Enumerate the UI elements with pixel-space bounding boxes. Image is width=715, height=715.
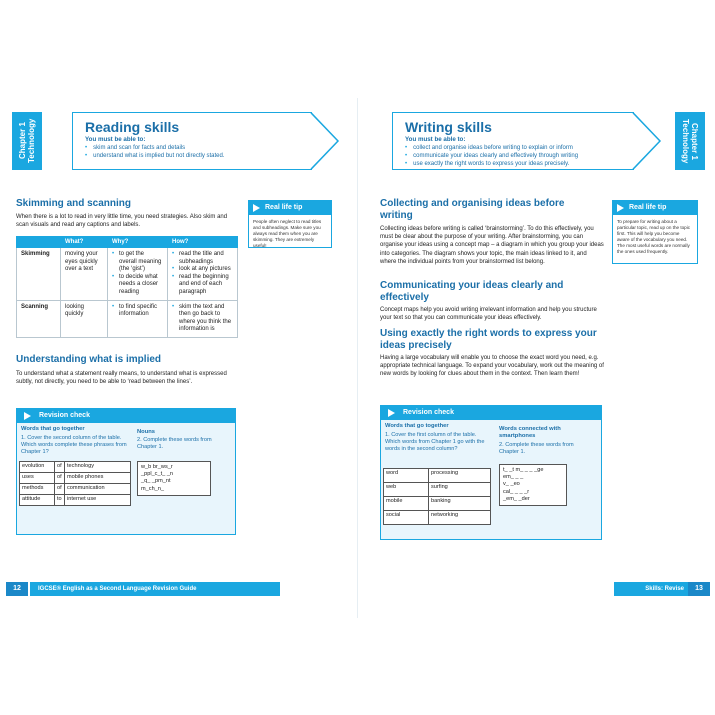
revision-col2-title: Nouns: [137, 429, 156, 435]
tip-text: People often neglect to read titles and subheadings. Make sure you always read them when you are skimming. They are extremely useful!: [253, 219, 322, 248]
table-row: [20, 495, 131, 506]
communicating-text: Concept maps help you avoid writing irrelevant information and help you structure your text so that you can communicate your ideas effectively.: [380, 307, 597, 322]
page-title: Writing skills: [405, 119, 492, 135]
real-life-tip: [612, 200, 698, 264]
table-cell: [108, 248, 168, 301]
real-life-tip: [248, 200, 332, 248]
table-header: Why?: [108, 237, 168, 248]
must-item: • use exactly the right words to express your ideas precisely.: [405, 160, 578, 168]
footer-title: IGCSE® English as a Second Language Revision Guide: [30, 582, 280, 596]
list-item: • read the beginning and end of each paragraph: [172, 274, 233, 297]
right-words-text: Having a large vocabulary will enable you to choose the exact word you need, e.g. appropriate technical language. To expand your vocabulary, work out the meaning of new words by looking for clues about them in the context. Then learn them!: [380, 355, 604, 378]
table-cell: [168, 248, 238, 301]
must-item: • communicate your ideas clearly and effectively through writing: [405, 152, 578, 160]
right-page: [358, 0, 715, 715]
table-row: [17, 248, 238, 301]
revision-heading: Revision check: [381, 406, 601, 420]
list-item: • skim the text and then go back to where you think the information is: [172, 304, 233, 334]
table-cell: networking: [429, 511, 491, 525]
revision-col2-title: Words connected with smartphones: [499, 426, 561, 439]
implied-heading: Understanding what is implied: [16, 354, 162, 365]
list-item: • read the title and subheadings: [172, 251, 233, 266]
revision-col1-title: Words that go together: [385, 423, 449, 429]
word-item: em_ _ _: [503, 474, 524, 481]
page-title: Reading skills: [85, 119, 180, 135]
revision-heading: Revision check: [17, 409, 235, 423]
must-list: [85, 144, 225, 160]
tip-heading: Real life tip: [249, 201, 331, 215]
header-arrow-icon: [310, 112, 340, 170]
table-cell: methods: [20, 484, 55, 495]
list-item: • look at any pictures: [172, 266, 233, 274]
word-pairs-table: [19, 461, 131, 506]
reading-skills-header: [72, 112, 312, 170]
table-header: How?: [168, 237, 238, 248]
word-item: cal_ _ _ _r: [503, 488, 530, 495]
nouns-box: [137, 461, 211, 496]
word-pairs-table: [383, 468, 491, 525]
chapter-tab: [675, 112, 705, 170]
noun-item: _q_ _pm_nt: [141, 478, 171, 485]
list-item: • to get the overall meaning (the ‘gist’): [112, 251, 163, 274]
table-cell: mobile phones: [65, 473, 131, 484]
must-list: [405, 144, 578, 168]
table-cell: processing: [429, 469, 491, 483]
table-cell: social: [384, 511, 429, 525]
table-row: [384, 511, 491, 525]
table-header: [17, 237, 61, 248]
table-header-row: [17, 237, 238, 248]
table-header: What?: [61, 237, 108, 248]
page-number: 13: [688, 582, 710, 596]
chapter-tab-label: Chapter 1 Technology: [18, 118, 36, 164]
word-item: t_ _t m_ _ _ _ge: [503, 467, 544, 473]
right-words-heading: Using exactly the right words to express your ideas precisely: [380, 328, 597, 351]
list-item: • to find specific information: [112, 304, 163, 319]
skimming-text: When there is a lot to read in very little time, you need strategies. Also skim and scan visuals and read any captions and labels.: [16, 214, 228, 229]
table-cell: looking quickly: [61, 300, 108, 337]
skimming-heading: Skimming and scanning: [16, 198, 132, 209]
table-cell: of: [55, 462, 65, 473]
word-item: _em_ _der: [503, 495, 530, 502]
table-row: [384, 497, 491, 511]
table-cell: Skimming: [17, 248, 61, 301]
revision-check-box: [16, 408, 236, 535]
table-cell: Scanning: [17, 300, 61, 337]
must-title: You must be able to:: [85, 136, 146, 143]
table-cell: word: [384, 469, 429, 483]
must-item: • collect and organise ideas before writing to explain or inform: [405, 144, 578, 152]
table-cell: [168, 300, 238, 337]
revision-col1-title: Words that go together: [21, 426, 85, 432]
table-cell: internet use: [65, 495, 131, 506]
left-page: [0, 0, 357, 715]
chapter-tab: [12, 112, 42, 170]
table-row: [20, 462, 131, 473]
table-cell: uses: [20, 473, 55, 484]
table-row: [384, 483, 491, 497]
table-cell: evolution: [20, 462, 55, 473]
revision-col2-instruction: 2. Complete these words from Chapter 1.: [137, 437, 212, 450]
chapter-tab-label: Chapter 1 Technology: [681, 118, 699, 164]
table-cell: technology: [65, 462, 131, 473]
noun-item: m_ch_n_: [141, 485, 165, 492]
page-number: 12: [6, 582, 28, 596]
table-cell: communication: [65, 484, 131, 495]
table-cell: web: [384, 483, 429, 497]
communicating-heading: Communicating your ideas clearly and effectively: [380, 280, 564, 303]
footer-title: Skills: Revise: [614, 582, 690, 596]
revision-col2-instruction: 2. Complete these words from Chapter 1.: [499, 442, 574, 455]
table-row: [17, 300, 238, 337]
word-item: v_ _eo: [503, 481, 520, 488]
tip-text: To prepare for writing about a particular topic, read up on the topic first. This will help you become aware of the vocabulary you need. The most useful words are normally the ones used frequently.: [617, 219, 691, 254]
table-row: [384, 469, 491, 483]
table-cell: mobile: [384, 497, 429, 511]
table-cell: attitude: [20, 495, 55, 506]
table-cell: banking: [429, 497, 491, 511]
table-row: [20, 473, 131, 484]
table-cell: to: [55, 495, 65, 506]
table-cell: of: [55, 484, 65, 495]
list-item: • to decide what needs a closer reading: [112, 274, 163, 297]
tip-heading: Real life tip: [613, 201, 697, 215]
collecting-heading: Collecting and organising ideas before writing: [380, 198, 565, 221]
smartphone-words-box: [499, 464, 567, 506]
header-arrow-icon: [632, 112, 662, 170]
writing-skills-header: [392, 112, 634, 170]
revision-col1-instruction: 1. Cover the first column of the table. Which words from Chapter 1 go with the words in the second column?: [385, 432, 485, 452]
must-title: You must be able to:: [405, 136, 466, 143]
table-row: [20, 484, 131, 495]
revision-check-box: [380, 405, 602, 540]
revision-col1-instruction: 1. Cover the second column of the table. Which words complete these phrases from Chapter 1?: [21, 435, 127, 455]
skim-scan-table: [16, 236, 238, 338]
table-cell: surfing: [429, 483, 491, 497]
must-item: • understand what is implied but not directly stated.: [85, 152, 225, 160]
noun-item: _ppl_c_t_ _n: [141, 471, 174, 478]
table-cell: moving your eyes quickly over a text: [61, 248, 108, 301]
table-cell: of: [55, 473, 65, 484]
collecting-text: Collecting ideas before writing is called ‘brainstorming’. To do this effectively, you must be clear about the purpose of your writing. After brainstorming, you can organise your ideas using a concept map – a diagram in which you group your ideas into categories. The diagram shows your topic, the main ideas linked to it, and where the individual points from your brainstormed list belong.: [380, 226, 604, 265]
must-item: • skim and scan for facts and details: [85, 144, 225, 152]
implied-text: To understand what a statement really means, to understand what is expressed subtly, not directly, you need to be able to ‘read between the lines’.: [16, 371, 227, 386]
table-cell: [108, 300, 168, 337]
noun-item: w_b br_ws_r: [141, 464, 173, 470]
